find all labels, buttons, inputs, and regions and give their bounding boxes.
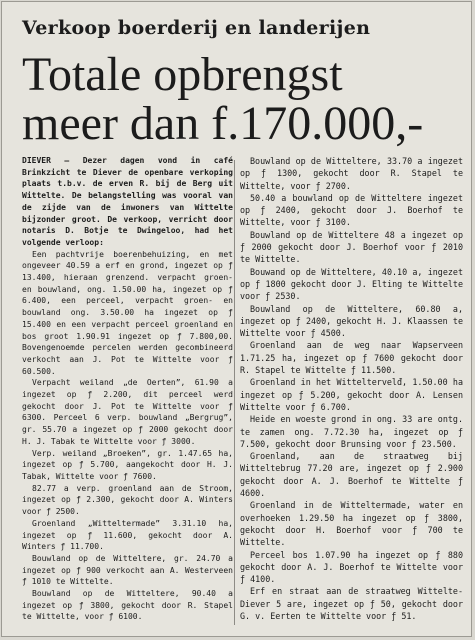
article-paragraph: Een pachtvrije boerenbehuizing, en met ongeveer 40.59 a erf en grond, ingezet op ƒ 13.400, hieraan grenzend. verpacht groen- en bouwland, ong. 1.50.00 ha, ingezet op ƒ 6.400, een perceel, verpacht groen- en bouwland ong. 3.50.00 ha ingezet op ƒ 15.400 en een verpacht perceel groenland en bos groot 1.90.91 ingezet op ƒ 7.800,00. Bovengenoemde percelen werden gecombineerd verkocht aan J. Pot te Wittelte voor ƒ 60.500. — [22, 249, 233, 376]
column-divider — [234, 160, 235, 625]
article-paragraph: Bouwland op de Witteltere, 33.70 a ingezet op ƒ 1300, gekocht door R. Stapel te Wittelte, voor ƒ 2700. — [240, 156, 463, 191]
article-paragraph: Heide en woeste grond in ong. 33 are ontg. te zamen ong. 7.72.30 ha, ingezet op ƒ 7.500, gekocht door Brunsing voor ƒ 23.500. — [240, 414, 463, 449]
article-paragraph: Perceel bos 1.07.90 ha ingezet op ƒ 880 gekocht door A. J. Boerhof te Wittelte voor ƒ 4100. — [240, 549, 463, 585]
article-paragraph: Bouwland op de Witteltere, 60.80 a, ingezet op ƒ 2400, gekocht H. J. Klaassen te Wittelte voor ƒ 4500. — [240, 303, 463, 339]
article-paragraph: Bouwland op de Witteltere 48 a ingezet op ƒ 2000 gekocht door J. Boerhof voor ƒ 2010 te Wittelte. — [240, 229, 463, 265]
article-column-right — [240, 155, 463, 622]
article-lead-paragraph: DIEVER — Dezer dagen vond in café Brinkzicht te Diever de openbare verkoping plaats t.b.v. de erven R. bij de Berg uit Wittelte. De belangstelling was vooral van de zijde van de inwoners van Wittelte bijzonder groot. De verkoop, verricht door notaris D. Botje te Dwingeloo, had het volgende verloop: — [22, 156, 233, 247]
headline-line-2: meer dan f.170.000,- — [22, 97, 424, 150]
article-paragraph: 82.77 a verp. groenland aan de Stroom, ingezet op ƒ 2.300, gekocht door A. Winters voor ƒ 2500. — [22, 483, 233, 517]
article-paragraph: Groenland in de Witteltermade, water en overhoeken 1.29.50 ha ingezet op ƒ 3800, gekocht door H. Boerhof voor ƒ 700 te Wittelte. — [240, 500, 463, 548]
article-headline — [22, 50, 462, 148]
article-paragraph: Groenland aan de weg naar Wapserveen 1.71.25 ha, ingezet op ƒ 7600 gekocht door R. Stapel te Wittelte ƒ 11.500. — [240, 340, 463, 376]
article-paragraph: Verpacht weiland „de Oerten”, 61.90 a ingezet op ƒ 2.200, dit perceel werd gekocht door J. Pot te Wittelte voor ƒ 6300. Perceel 6 verp. bouwland „Bergrug”, gr. 55.70 a ingezet op ƒ 2000 gekocht door H. J. Tabak te Wittelte voor ƒ 3000. — [22, 378, 233, 446]
article-paragraph: Groenland „Witteltermade” 3.31.10 ha, ingezet op ƒ 11.600, gekocht door A. Winters ƒ 11.700. — [22, 518, 233, 552]
article-paragraph: 50.40 a bouwland op de Witteltere ingezet op ƒ 2400, gekocht door J. Boerhof te Wittelte, voor ƒ 3100. — [240, 192, 463, 228]
article-paragraph: Bouwland op de Witteltere, 90.40 a ingezet op ƒ 3800, gekocht door R. Stapel te Wittelte, voor ƒ 6100. — [22, 589, 233, 622]
article-paragraph: Verp. weiland „Broeken”, gr. 1.47.65 ha, ingezet op ƒ 5.700, aangekocht door H. J. Tabak, Wittelte voor ƒ 7600. — [22, 448, 233, 481]
article-paragraph: Bouwland op de Witteltere, gr. 24.70 a ingezet op ƒ 900 verkocht aan A. Westerveen ƒ 1010 te Wittelte. — [22, 553, 233, 587]
article-paragraph: Bouwand op de Witteltere, 40.10 a, ingezet op ƒ 1800 gekocht door J. Elting te Wittelte voor ƒ 2530. — [240, 266, 463, 302]
article-paragraph: Groenland, aan de straatweg bij Witteltebrug 77.20 are, ingezet op ƒ 2.900 gekocht door A. J. Boerhof te Wittelte ƒ 4600. — [240, 451, 463, 499]
article-kicker: Verkoop boerderij en landerijen — [22, 17, 371, 39]
newspaper-clipping — [1, 1, 472, 637]
article-paragraph: Groenland in het Witteltervelđ, 1.50.00 ha ingezet op ƒ 5.200, gekocht door A. Lensen Wittelte voor ƒ 6.700. — [240, 377, 463, 412]
headline-line-1: Totale opbrengst — [22, 48, 343, 101]
article-column-left — [22, 155, 233, 623]
article-paragraph: Erf en straat aan de straatweg Wittelte-Diever 5 are, ingezet op ƒ 50, gekocht door G. v. Eerten te Wittelte voor ƒ 51. — [240, 586, 463, 621]
